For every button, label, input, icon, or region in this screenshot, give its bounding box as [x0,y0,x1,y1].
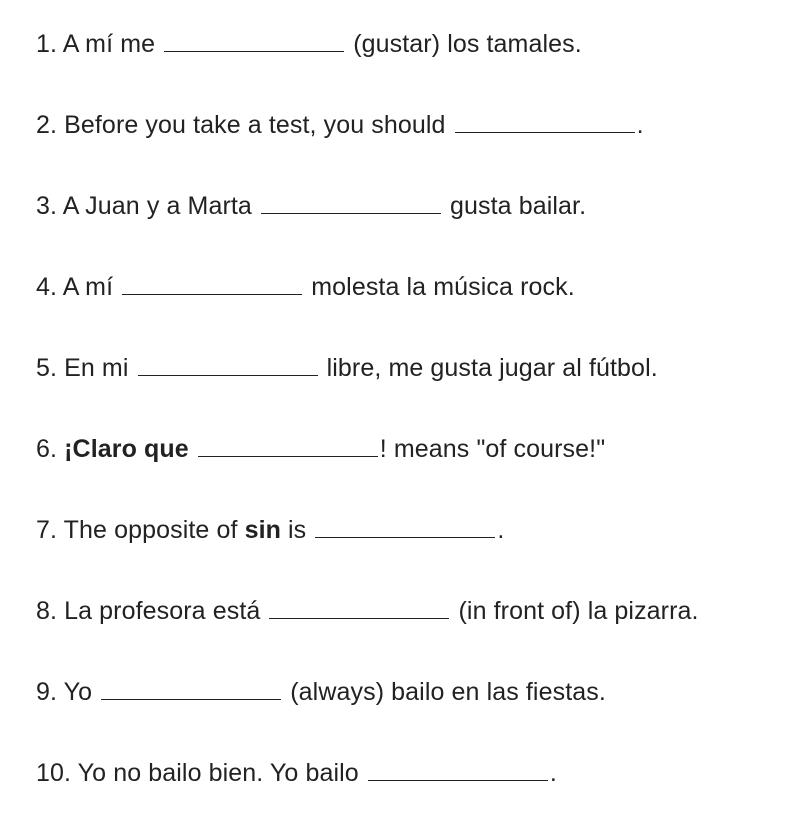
answer-blank[interactable] [315,513,495,538]
question-7 [36,512,781,593]
question-number: 2. [36,111,58,139]
question-5 [36,350,781,431]
question-10 [36,755,781,836]
question-text-before: Yo no bailo bien. Yo bailo [77,759,359,787]
question-3 [36,188,781,269]
question-text-after: libre, me gusta jugar al fútbol. [326,354,658,382]
answer-blank[interactable] [101,675,281,700]
question-text-bold: ¡Claro que [64,435,189,463]
worksheet [36,26,781,836]
question-8 [36,593,781,674]
question-text-after: (always) bailo en las fiestas. [290,678,606,706]
answer-blank[interactable] [138,351,318,376]
answer-blank[interactable] [368,756,548,781]
question-number: 5. [36,354,58,382]
question-number: 4. [36,273,58,301]
answer-blank[interactable] [269,594,449,619]
question-text-before: La profesora está [64,597,261,625]
answer-blank[interactable] [261,189,441,214]
question-text-after: ! means "of course!" [379,435,606,463]
question-4 [36,269,781,350]
question-text-after: . [549,759,557,787]
question-text-before: A Juan y a Marta [62,192,252,220]
question-text-before: The opposite of [63,516,238,544]
question-text-before: Yo [63,678,93,706]
question-number: 3. [36,192,58,220]
question-text-before: En mi [64,354,129,382]
question-number: 8. [36,597,58,625]
question-number: 6. [36,435,58,463]
question-text-before: A mí [62,273,114,301]
answer-blank[interactable] [164,27,344,52]
question-text-after: (in front of) la pizarra. [458,597,699,625]
question-text-before: A mí me [62,30,156,58]
question-9 [36,674,781,755]
question-text-middle: is [288,516,307,544]
question-text-after: gusta bailar. [450,192,587,220]
question-number: 9. [36,678,58,706]
answer-blank[interactable] [455,108,635,133]
question-6 [36,431,781,512]
answer-blank[interactable] [198,432,378,457]
question-text-bold: sin [244,516,281,544]
question-number: 10. [36,759,72,787]
question-text-after: molesta la música rock. [311,273,575,301]
answer-blank[interactable] [122,270,302,295]
question-text-after: (gustar) los tamales. [353,30,582,58]
question-text-after: . [636,111,644,139]
question-1 [36,26,781,107]
question-number: 7. [36,516,58,544]
question-2 [36,107,781,188]
question-text-after: . [497,516,505,544]
question-number: 1. [36,30,58,58]
question-text-before: Before you take a test, you should [64,111,446,139]
